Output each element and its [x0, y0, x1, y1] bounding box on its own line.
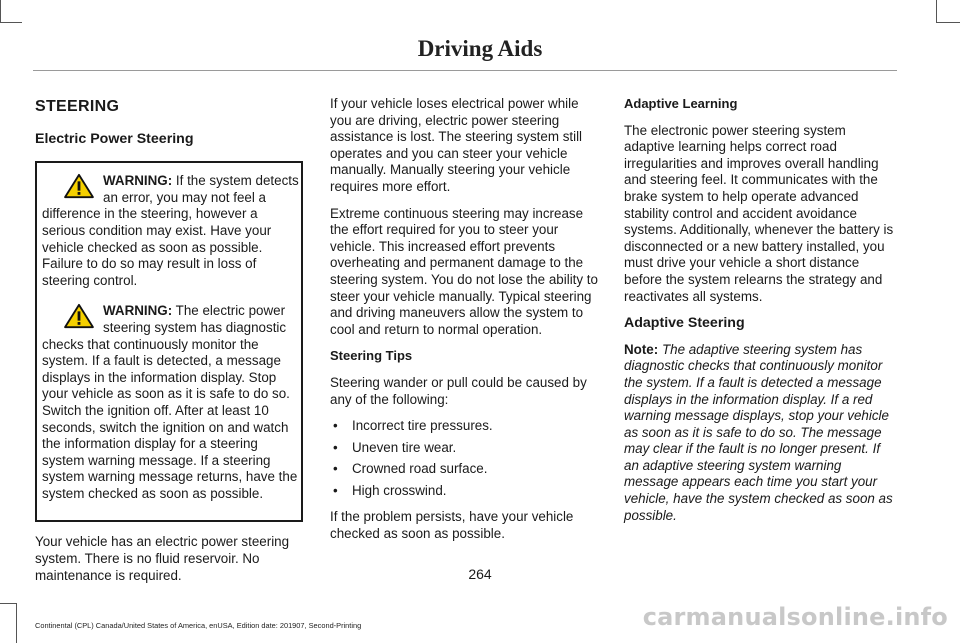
crop-mark-top-left [0, 0, 1, 22]
footer-edition-info: Continental (CPL) Canada/United States of America, enUSA, Edition date: 201907, Second-Printing [35, 621, 362, 630]
list-item: • High crosswind. [330, 483, 602, 500]
warning-label: WARNING: [103, 303, 173, 319]
header-divider [33, 70, 897, 71]
warning-text: The electric power steering system has diagnostic checks that continuously monitor the system. If a fault is detected, a message displays in the information display. Stop your vehicle as soon as it is safe to do so. Switch the ignition off. After at least 10 seconds, switch the ignition on and watch the information display for a steering system warning message. If a steering system warning message returns, have the system checked as soon as possible. [42, 303, 298, 501]
note-text: The adaptive steering system has diagnostic checks that continuously monitor the system. If a fault is detected a message displays in the information display. If a red warning message displays, stop your vehicle as soon as it is safe to do so. The message may clear if the fault is no longer present. If an adaptive steering system warning message appears each time you start your vehicle, have the system checked as soon as possible. [624, 341, 893, 523]
warning-triangle-icon [62, 303, 96, 329]
warning-box [35, 161, 303, 522]
body-paragraph: If your vehicle loses electrical power while you are driving, electric power steering assistance is lost. The steering system still operates and you can steer your vehicle manually. Manually steering your vehicle requires more effort. [330, 96, 583, 194]
crop-mark-top-left [0, 22, 22, 23]
column-left [35, 96, 303, 594]
warning-block [42, 303, 299, 502]
tips-list [330, 418, 602, 499]
body-paragraph: Extreme continuous steering may increase the effort required for you to steer your vehicle. This increased effort prevents overheating and permanent damage to the steering system. You do not lose the ability to steer your vehicle manually. Typical steering and driving maneuvers allow the system to cool and return to normal operation. [330, 205, 598, 337]
note-paragraph [624, 342, 896, 525]
body-paragraph: If the problem persists, have your vehicle checked as soon as possible. [330, 509, 574, 542]
list-item: • Crowned road surface. [330, 461, 602, 478]
warning-triangle-icon [62, 173, 96, 199]
adaptive-steering-title: Adaptive Steering [624, 315, 745, 332]
body-paragraph: Your vehicle has an electric power steering system. There is no fluid reservoir. No maintenance is required. [35, 534, 290, 583]
adaptive-learning-title: Adaptive Learning [624, 96, 738, 111]
section-title: STEERING [35, 98, 120, 115]
body-paragraph: Steering wander or pull could be caused by any of the following: [330, 374, 587, 407]
column-right [624, 96, 896, 534]
page-number: 264 [468, 566, 492, 582]
steering-tips-title: Steering Tips [330, 348, 413, 364]
body-paragraph: The electronic power steering system adaptive learning helps correct road irregularities and improves overall handling and steering feel. It communicates with the brake system to help operate advanced stability control and accident avoidance systems. Additionally, whenever the battery is disconnected or a new battery installed, you must drive your vehicle a short distance before the system relearns the strategy and reactivates all systems. [624, 122, 894, 304]
crop-mark-top-right [936, 0, 937, 22]
note-label: Note: [624, 341, 659, 357]
warning-block [42, 173, 299, 289]
warning-text: If the system detects an error, you may not feel a difference in the steering, however a serious condition may exist. Have your vehicle checked as soon as possible. Failure to do so may result in loss of steering control. [42, 173, 299, 288]
list-item: • Uneven tire wear. [330, 440, 602, 457]
subsection-title: Electric Power Steering [35, 130, 194, 147]
page-header-title: Driving Aids [417, 36, 543, 61]
list-item: • Incorrect tire pressures. [330, 418, 602, 435]
crop-mark-bottom-left [0, 603, 16, 604]
watermark-logo: carmanualsonline.info [642, 603, 948, 631]
crop-mark-bottom-left [16, 603, 17, 643]
crop-mark-top-right [936, 22, 960, 23]
column-middle [330, 96, 602, 553]
warning-label: WARNING: [103, 173, 173, 189]
